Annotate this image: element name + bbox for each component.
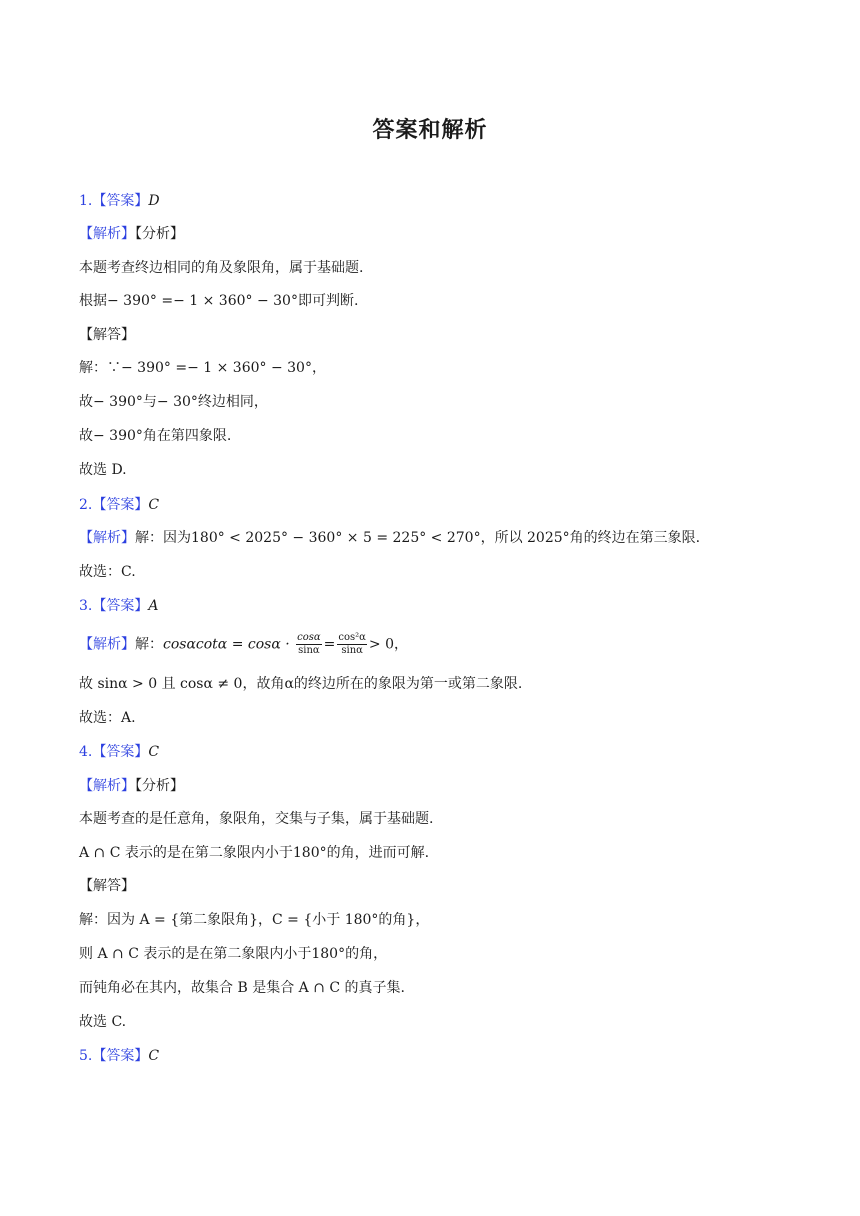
q3-tag-jiexi: 【解析】 [79,636,135,653]
q2-sol-line [79,528,700,548]
q1-sol-3: 故− 390°角在第四象限. [79,428,232,444]
q2-answer-head: 2.【答案】 [79,497,149,513]
q4-tag-jiexi: 【解析】 [79,778,135,794]
q3-sol-line [79,632,408,657]
q3-frac1-num: cosα [297,632,321,643]
q4-tags-line [79,776,184,796]
q4-analysis-1: 本题考查的是任意角，象限角，交集与子集，属于基础题. [79,811,434,827]
q1-tags-line [79,224,184,244]
q3-sol-tail: > 0， [368,636,409,653]
q5-answer: C [148,1048,160,1064]
q4-sol-1: 解：因为 A = {第二象限角}，C = {小于 180°的角}， [79,912,430,928]
q1-tag-fenxi: 【分析】 [135,226,184,242]
q2-tag-jiexi: 【解析】 [79,530,135,546]
page-title: 答案和解析 [372,118,488,143]
q1-answer-line [79,191,160,211]
q1-analysis-2: 根据− 390° =− 1 × 360° − 30°即可判断. [79,293,359,309]
q1-analysis-1: 本题考查终边相同的角及象限角，属于基础题. [79,260,364,276]
q3-fraction-2 [337,632,367,657]
q4-answer-line [79,742,159,762]
q3-frac1-den: sinα [298,645,320,656]
q3-answer-head: 3.【答案】 [79,598,149,614]
q1-tag-jiexi: 【解析】 [79,226,135,242]
q3-answer-line [79,596,158,616]
q4-tag-jieda: 【解答】 [79,878,135,894]
q3-fraction-1 [296,632,322,657]
q5-answer-line [79,1046,159,1066]
q4-sol-3: 而钝角必在其内，故集合 B 是集合 A ∩ C 的真子集. [79,980,405,996]
q4-analysis-2: A ∩ C 表示的是在第二象限内小于180°的角，进而可解. [79,845,430,861]
q1-sol-4: 故选 D. [79,462,127,478]
q4-sol-4: 故选 C. [79,1014,127,1030]
q4-tag-fenxi: 【分析】 [135,778,184,794]
q1-answer-head: 1.【答案】 [79,193,149,209]
q4-answer-head: 4.【答案】 [79,744,149,760]
q2-answer: C [148,497,160,513]
q4-sol-2: 则 A ∩ C 表示的是在第二象限内小于180°的角， [79,946,388,962]
q5-answer-head: 5.【答案】 [79,1048,149,1064]
q3-frac2-num: cos²α [338,632,366,643]
q3-sol-expr: cosαcotα = cosα · [163,636,290,653]
q1-sol-2: 故− 390°与− 30°终边相同， [79,394,268,410]
q3-frac2-den: sinα [341,645,363,656]
q2-sol-1: 解：因为180° < 2025° − 360° × 5 = 225° < 270°，所以 2025°角的终边在第三象限. [135,530,701,546]
q2-sol-2: 故选：C. [79,564,136,580]
q4-answer: C [148,744,160,760]
q3-sol-prefix: 解： [135,636,163,653]
q1-answer: D [148,193,160,209]
q1-tag-jieda: 【解答】 [79,327,135,343]
q3-sol-3: 故选：A. [79,710,136,726]
q2-answer-line [79,495,159,515]
q3-eq: = [323,636,336,653]
q1-sol-1: 解：∵− 390° =− 1 × 360° − 30°， [79,360,326,376]
q3-answer: A [148,598,159,614]
q3-sol-2: 故 sinα > 0 且 cosα ≠ 0，故角α的终边所在的象限为第一或第二象限. [79,676,523,692]
